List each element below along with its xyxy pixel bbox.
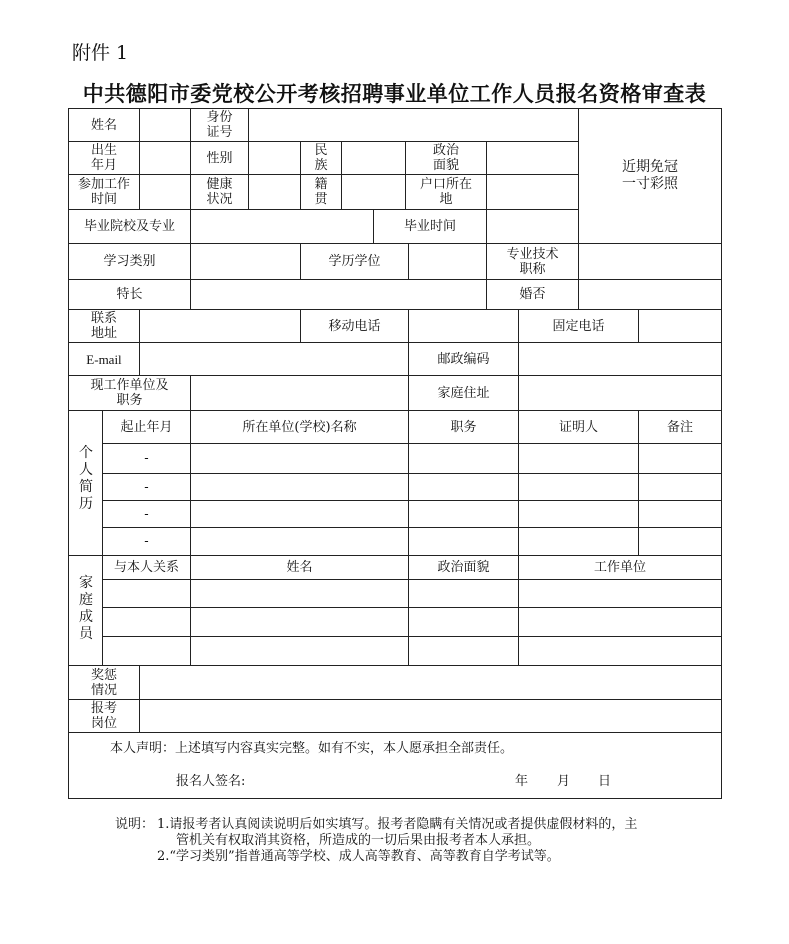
label-address: 联系 地址 xyxy=(90,311,117,341)
label-marital: 婚否 xyxy=(519,287,546,302)
input-political[interactable] xyxy=(487,142,578,174)
input-birth[interactable] xyxy=(140,142,190,174)
date-day: 日 xyxy=(598,774,612,789)
input-title-rank[interactable] xyxy=(579,244,721,279)
label-position: 报考 岗位 xyxy=(90,701,117,731)
label-health: 健康 状况 xyxy=(206,177,233,207)
notes-label: 说明： xyxy=(115,817,155,832)
label-degree: 学历学位 xyxy=(328,254,381,269)
page-title: 中共德阳市委党校公开考核招聘事业单位工作人员报名资格审查表 xyxy=(82,81,707,106)
input-study-type[interactable] xyxy=(191,244,300,279)
input-hukou[interactable] xyxy=(487,175,578,209)
input-awards[interactable] xyxy=(140,666,721,699)
label-id-number: 身份 证号 xyxy=(206,110,233,140)
label-name: 姓名 xyxy=(90,117,117,133)
label-native xyxy=(301,175,341,209)
declaration-statement: 本人声明：上述填写内容真实完整。如有不实，本人愿承担全部责任。 xyxy=(110,741,514,756)
signature-label: 报名人签名: xyxy=(176,774,246,789)
resume-section-label: 个人简历 xyxy=(79,445,93,512)
label-hukou: 户口所在 地 xyxy=(419,177,472,207)
family-header-relation: 与本人关系 xyxy=(113,560,179,575)
notes-item1-line1: 1.请报考者认真阅读说明后如实填写。报考者隐瞒有关情况或者提供虚假材料的，主 xyxy=(157,817,638,832)
label-email: E-mail xyxy=(86,351,122,367)
label-ethnic xyxy=(301,142,341,174)
resume-header-unit: 所在单位(学校)名称 xyxy=(242,419,357,435)
label-grad-time: 毕业时间 xyxy=(403,219,456,234)
input-work-start[interactable] xyxy=(140,175,190,209)
label-phone: 固定电话 xyxy=(552,318,605,334)
family-header-political: 政治面貌 xyxy=(437,560,490,575)
label-birth: 出生 年月 xyxy=(90,143,117,173)
label-work-start: 参加工作 时间 xyxy=(77,177,130,207)
label-political: 政治 面貌 xyxy=(432,143,459,173)
label-awards: 奖惩 情况 xyxy=(90,667,117,698)
notes-item2: 2.“学习类别”指普通高等学校、成人高等教育、高等教育自学考试等。 xyxy=(157,849,560,864)
label-gender: 性别 xyxy=(206,150,233,166)
input-native[interactable] xyxy=(342,175,405,209)
input-id-number[interactable] xyxy=(249,109,578,141)
label-specialty: 特长 xyxy=(116,287,143,302)
resume-row-period[interactable]: - xyxy=(144,506,149,522)
input-address[interactable] xyxy=(140,310,300,342)
date-year: 年 xyxy=(515,774,529,789)
input-position[interactable] xyxy=(140,700,721,732)
resume-row-period[interactable]: - xyxy=(144,534,149,549)
input-ethnic[interactable] xyxy=(342,142,405,174)
attachment-label: 附件 1 xyxy=(72,42,129,64)
resume-header-witness: 证明人 xyxy=(558,419,598,435)
input-phone[interactable] xyxy=(639,310,721,342)
notes-item1-line2: 管机关有权取消其资格，所造成的一切后果由报考者本人承担。 xyxy=(176,833,541,848)
input-postcode[interactable] xyxy=(519,343,721,375)
input-home-addr[interactable] xyxy=(519,376,721,410)
family-header-work-unit: 工作单位 xyxy=(593,560,646,575)
input-specialty[interactable] xyxy=(191,280,486,309)
input-mobile[interactable] xyxy=(409,310,518,342)
resume-row-period[interactable]: - xyxy=(144,451,149,466)
input-current-job[interactable] xyxy=(191,376,408,410)
resume-header-period: 起止年月 xyxy=(120,419,173,435)
label-title-rank: 专业技术 职称 xyxy=(506,246,559,277)
family-section-label: 家庭成员 xyxy=(79,575,93,642)
label-mobile: 移动电话 xyxy=(328,318,381,334)
resume-header-remark: 备注 xyxy=(666,419,693,435)
label-ethnic-2: 族 xyxy=(314,158,328,173)
input-name[interactable] xyxy=(140,109,190,141)
input-marital[interactable] xyxy=(579,280,721,309)
label-school: 毕业院校及专业 xyxy=(83,219,175,234)
family-header-name: 姓名 xyxy=(286,560,313,575)
input-gender[interactable] xyxy=(249,142,300,174)
input-school[interactable] xyxy=(191,210,373,243)
photo-box: 近期免冠 一寸彩照 xyxy=(622,159,678,192)
label-postcode: 邮政编码 xyxy=(437,351,490,367)
label-native-2: 贯 xyxy=(314,192,328,207)
resume-row-period[interactable]: - xyxy=(144,479,149,495)
resume-header-position: 职务 xyxy=(450,419,477,435)
label-native-1: 籍 xyxy=(314,177,328,192)
input-email[interactable] xyxy=(140,343,408,375)
input-health[interactable] xyxy=(249,175,300,209)
input-grad-time[interactable] xyxy=(487,210,578,243)
label-home-addr: 家庭住址 xyxy=(437,385,490,401)
label-study-type: 学习类别 xyxy=(103,254,156,269)
label-current-job: 现工作单位及 职务 xyxy=(90,378,169,408)
date-month: 月 xyxy=(557,774,571,789)
input-degree[interactable] xyxy=(409,244,486,279)
label-ethnic-1: 民 xyxy=(314,143,328,158)
